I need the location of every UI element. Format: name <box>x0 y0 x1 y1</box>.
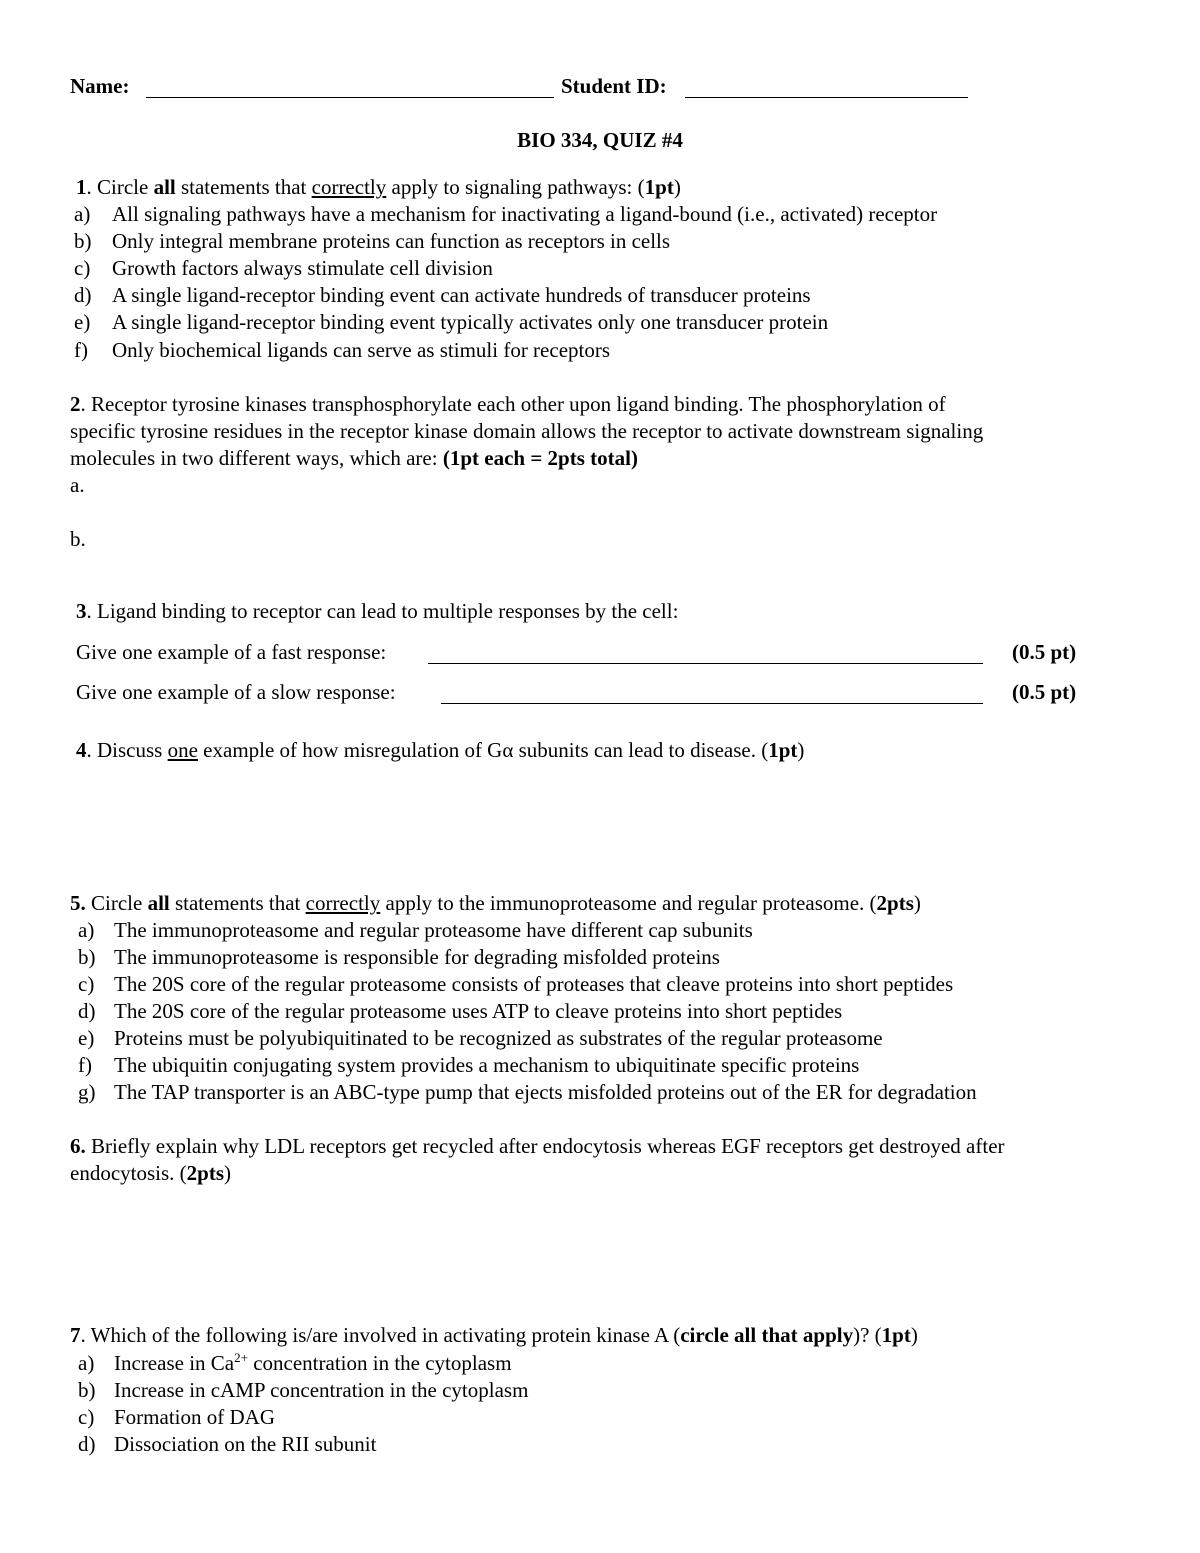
q2-answer-b-label: b. <box>70 527 86 551</box>
q3-slow-response-field[interactable] <box>441 703 983 704</box>
question-2-prompt-line-2: specific tyrosine residues in the receptor kinase domain allows the receptor to activate downstream signaling <box>70 419 984 443</box>
q2-answer-a-label: a. <box>70 473 85 497</box>
question-7-prompt: 7. Which of the following is/are involved in activating protein kinase A (circle all that apply)? (1pt) <box>70 1323 918 1347</box>
name-field[interactable] <box>146 97 554 98</box>
question-3-prompt: 3. Ligand binding to receptor can lead to multiple responses by the cell: <box>76 599 679 623</box>
question-4-prompt: 4. Discuss one example of how misregulation of Gα subunits can lead to disease. (1pt) <box>76 738 805 762</box>
q3-slow-response-points: (0.5 pt) <box>1012 680 1077 704</box>
question-2-prompt-line-1: 2. Receptor tyrosine kinases transphosphorylate each other upon ligand binding. The phosphorylation of <box>70 392 946 416</box>
question-6-prompt-line-1: 6. Briefly explain why LDL receptors get recycled after endocytosis whereas EGF receptors get destroyed after <box>70 1134 1005 1158</box>
q3-fast-response-field[interactable] <box>428 663 983 664</box>
q3-slow-response-label: Give one example of a slow response: <box>76 680 396 704</box>
student-id-label: Student ID: <box>561 74 667 98</box>
name-label: Name: <box>70 74 130 98</box>
question-2-prompt-line-3: molecules in two different ways, which are: (1pt each = 2pts total) <box>70 446 638 470</box>
question-5-prompt: 5. Circle all statements that correctly apply to the immunoproteasome and regular proteasome. (2pts) <box>70 891 921 915</box>
question-1-prompt: 1. Circle all statements that correctly apply to signaling pathways: (1pt) <box>76 175 681 199</box>
q3-fast-response-points: (0.5 pt) <box>1012 640 1077 664</box>
student-id-field[interactable] <box>685 97 968 98</box>
question-6-prompt-line-2: endocytosis. (2pts) <box>70 1161 232 1185</box>
q3-fast-response-label: Give one example of a fast response: <box>76 640 387 664</box>
page-title: BIO 334, QUIZ #4 <box>517 128 683 152</box>
q7-option-a-superscript: 2+ <box>234 1350 248 1365</box>
